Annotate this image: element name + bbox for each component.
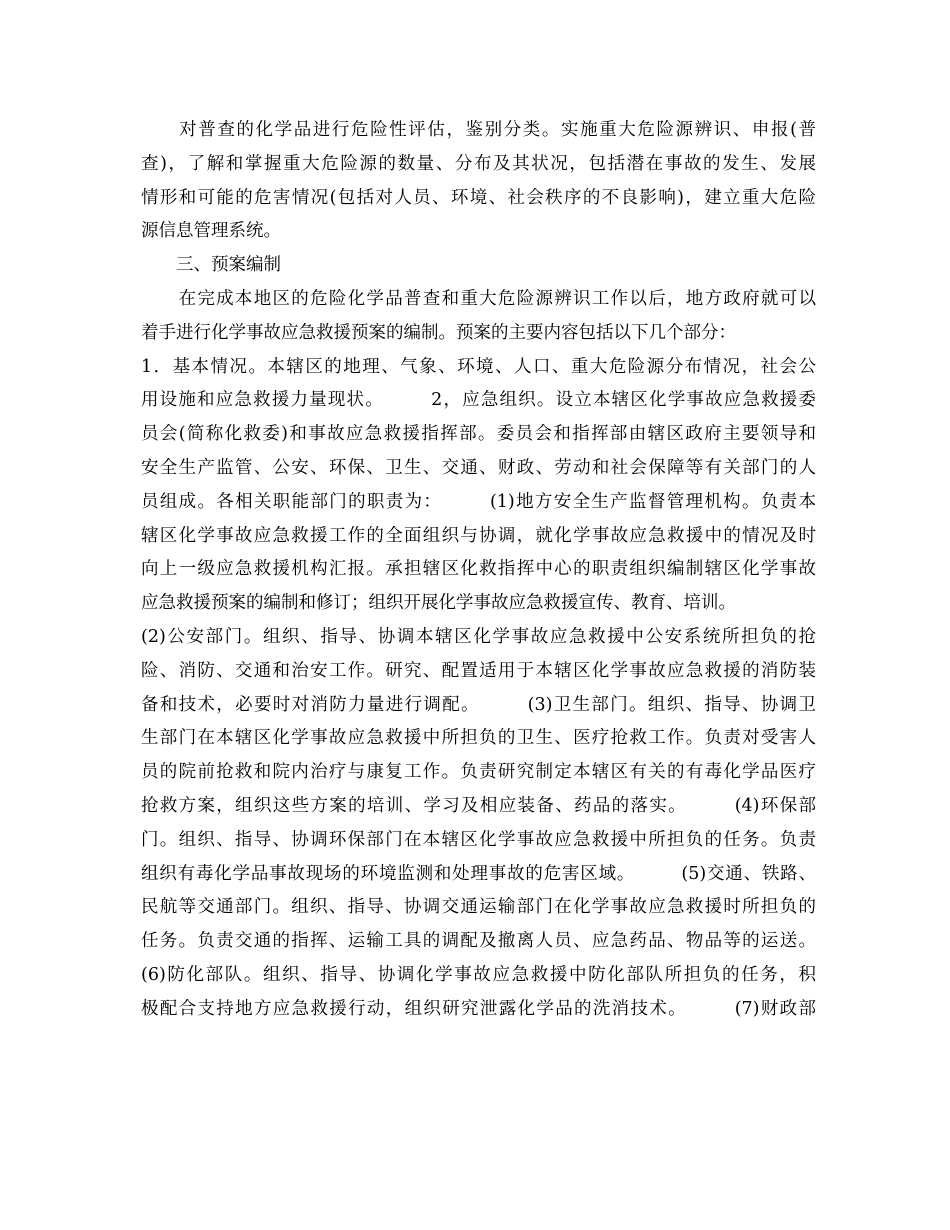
- text-line: 备和技术，必要时对消防力量进行调配。 (3)卫生部门。组织、指导、协调卫: [141, 694, 816, 715]
- text-line: 组织有毒化学品事故现场的环境监测和处理事故的危害区域。 (5)交通、铁路、: [141, 863, 816, 884]
- text-line: 任务。负责交通的指挥、运输工具的调配及撤离人员、应急药品、物品等的运送。: [141, 931, 816, 952]
- text-line: (6)防化部队。组织、指导、协调化学事故应急救援中防化部队所担负的任务，积: [141, 964, 816, 985]
- text-line: 1．基本情况。本辖区的地理、气象、环境、人口、重大危险源分布情况，社会公: [141, 356, 816, 377]
- text-line: 向上一级应急救援机构汇报。承担辖区化救指挥中心的职责组织编制辖区化学事故: [141, 559, 816, 580]
- text-line: 用设施和应急救援力量现状。 2，应急组织。设立本辖区化学事故应急救援委: [141, 390, 816, 411]
- text-line: 查)，了解和掌握重大危险源的数量、分布及其状况，包括潜在事故的发生、发展: [141, 153, 816, 174]
- text-line: 安全生产监管、公安、环保、卫生、交通、财政、劳动和社会保障等有关部门的人: [141, 457, 816, 478]
- text-line: 辖区化学事故应急救援工作的全面组织与协调，就化学事故应急救援中的情况及时: [141, 525, 816, 546]
- text-line: 着手进行化学事故应急救援预案的编制。预案的主要内容包括以下几个部分：: [141, 322, 736, 343]
- text-line: 员会(简称化救委)和事故应急救援指挥部。委员会和指挥部由辖区政府主要领导和: [141, 424, 816, 445]
- text-line: 民航等交通部门。组织、指导、协调交通运输部门在化学事故应急救援时所担负的: [141, 897, 816, 918]
- text-line: 险、消防、交通和治安工作。研究、配置适用于本辖区化学事故应急救援的消防装: [141, 660, 816, 681]
- text-line: 源信息管理系统。: [141, 221, 281, 242]
- document-body: [141, 114, 816, 1027]
- text-line: 极配合支持地方应急救援行动，组织研究泄露化学品的洗消技术。 (7)财政部: [141, 998, 816, 1019]
- text-line: (2)公安部门。组织、指导、协调本辖区化学事故应急救援中公安系统所担负的抢: [141, 626, 816, 647]
- text-line: 对普查的化学品进行危险性评估，鉴别分类。实施重大危险源辨识、申报(普: [141, 120, 816, 140]
- text-line: 抢救方案，组织这些方案的培训、学习及相应装备、药品的落实。 (4)环保部: [141, 795, 816, 816]
- text-line: 情形和可能的危害情况(包括对人员、环境、社会秩序的不良影响)，建立重大危险: [141, 187, 816, 208]
- text-line: 门。组织、指导、协调环保部门在本辖区化学事故应急救援中所担负的任务。负责: [141, 829, 816, 850]
- text-line: 应急救援预案的编制和修订；组织开展化学事故应急救援宣传、教育、培训。: [141, 593, 736, 614]
- section-heading: 三、预案编制: [141, 255, 281, 276]
- text-line: 在完成本地区的危险化学品普查和重大危险源辨识工作以后，地方政府就可以: [141, 288, 816, 309]
- text-line: 生部门在本辖区化学事故应急救援中所担负的卫生、医疗抢救工作。负责对受害人: [141, 728, 816, 749]
- text-line: 员的院前抢救和院内治疗与康复工作。负责研究制定本辖区有关的有毒化学品医疗: [141, 762, 816, 783]
- text-line: 员组成。各相关职能部门的职责为： (1)地方安全生产监督管理机构。负责本: [141, 491, 816, 512]
